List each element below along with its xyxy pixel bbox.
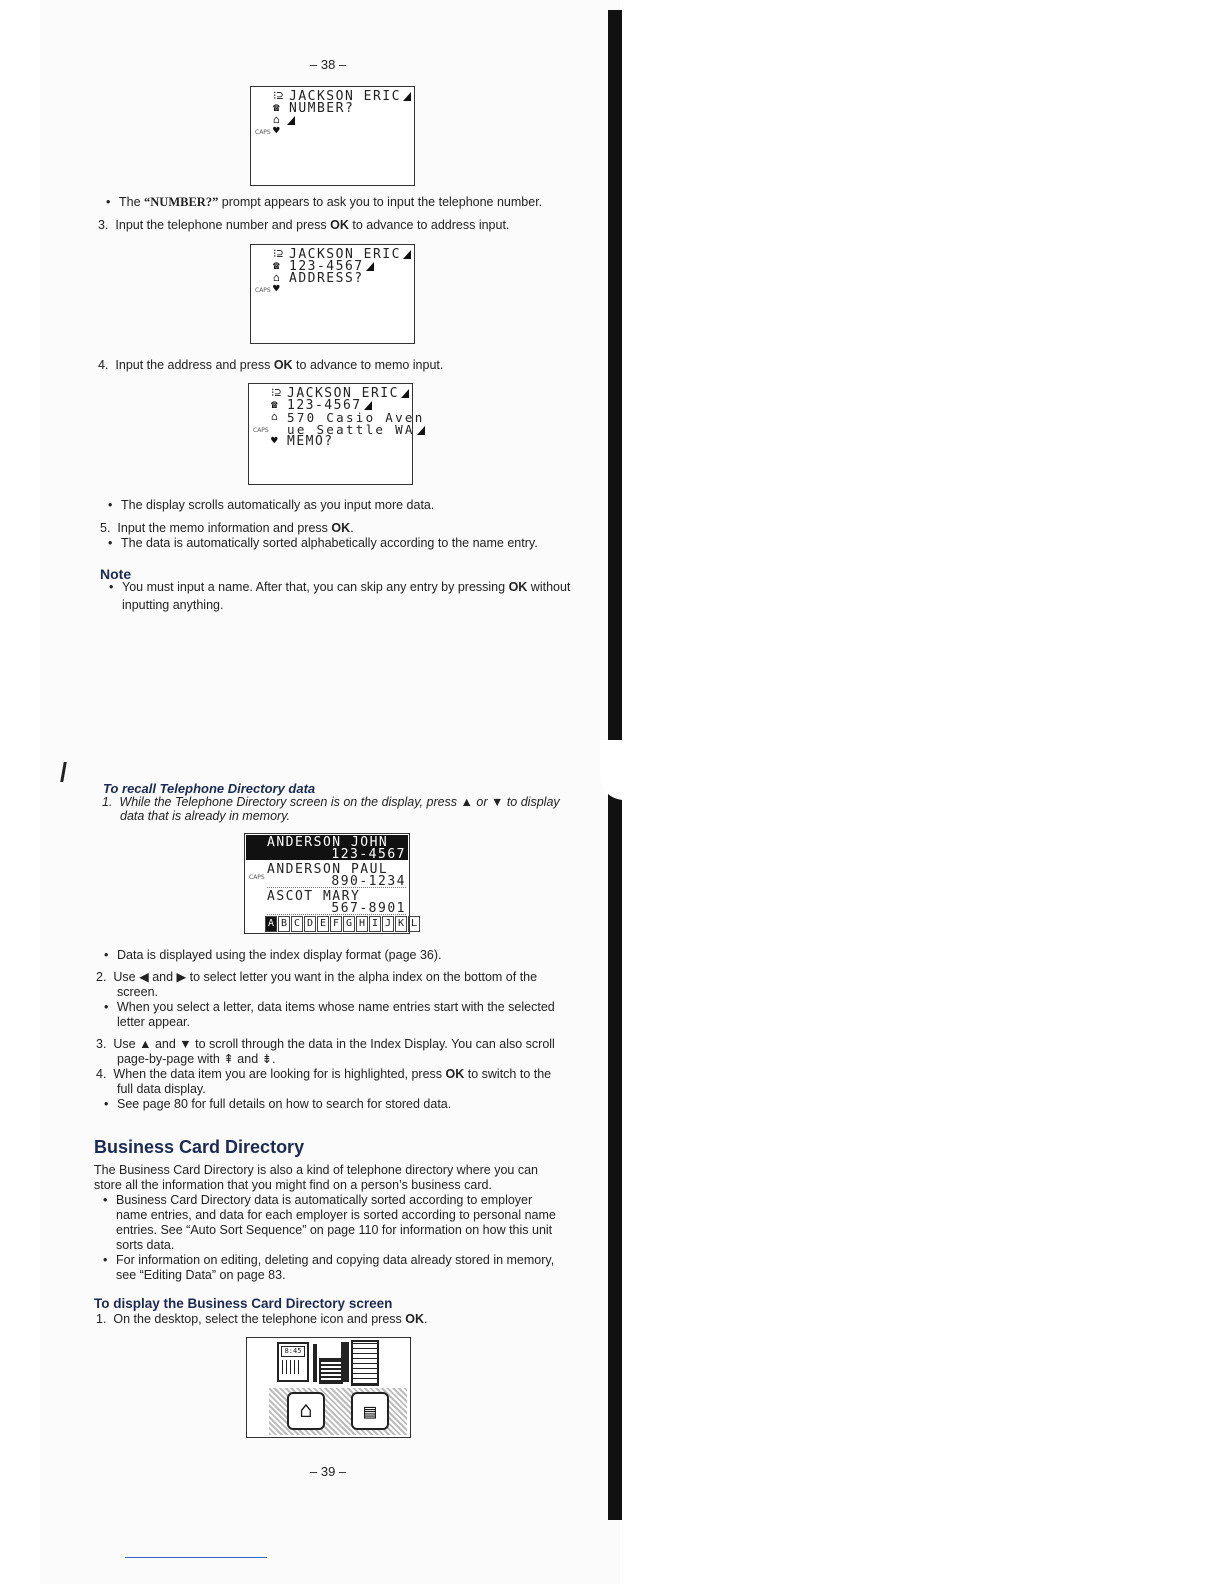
recall-step-1-line-2: data that is already in memory. [120,809,290,823]
index-row-2-number: 890-1234 [331,874,406,889]
recall-heading: To recall Telephone Directory data [103,781,316,796]
name-tag-icon: ⁝⊇ [273,89,284,102]
business-card-heading: Business Card Directory [94,1137,305,1157]
index-row-2-name: ANDERSON PAUL [267,862,389,877]
business-bullet-2-line-1: • For information on editing, deleting and copying data already stored in memory, [116,1253,554,1268]
index-row-1-number: 123-4567 [331,847,406,862]
clock-calendar-icon [277,1342,309,1382]
alpha-index-letter: C [291,916,303,932]
recall-step-4-line-2: full data display. [117,1082,206,1096]
step-5-text: 5. Input the memo information and press OK. [100,521,354,535]
bullet-see-page-80: • See page 80 for full details on how to search for stored data. [117,1097,451,1112]
recall-step-2: 2. Use ◀ and ▶ to select letter you want in the alpha index on the bottom of the [96,970,538,984]
business-intro-line-2: store all the information that you might find on a person’s business card. [94,1178,492,1192]
lcd-screen-address-prompt [250,244,415,344]
row-divider [267,887,406,888]
index-row-1-name: ANDERSON JOHN [267,835,389,850]
alpha-index-letter: A [265,916,277,932]
telephone-directory-icon[interactable] [319,1358,343,1384]
lcd-name-line: JACKSON ERIC [289,89,401,104]
alpha-index-letter: K [395,916,407,932]
alpha-index-letter: E [317,916,329,932]
lcd-address-line-2: ue Seattle WA [287,422,415,437]
entry-end-marker [417,426,425,435]
entry-end-marker [403,250,411,259]
lcd-number-line: 123-4567 [289,259,364,274]
business-intro-line-1: The Business Card Directory is also a kind of telephone directory where you can [94,1163,538,1177]
lcd-address-prompt: ADDRESS? [289,271,364,286]
business-step-1: 1. On the desktop, select the telephone icon and press OK. [96,1312,428,1326]
memo-icon: ♥ [271,434,278,447]
bullet-select-letter-line-2: letter appear. [117,1015,190,1029]
top-page-number: – 38 – [310,57,347,72]
alpha-index-letter: G [343,916,355,932]
step-4-text: 4. Input the address and press OK to advance to memo input. [98,358,444,372]
alpha-index-letter: F [330,916,342,932]
entry-end-marker [403,92,411,101]
business-bullet-1-line-4: sorts data. [116,1238,175,1252]
recall-step-3-line-2: page-by-page with ⇞ and ⇟. [117,1052,276,1066]
lcd-name-line: JACKSON ERIC [287,386,399,401]
caps-indicator: CAPS [255,129,271,136]
arrow-left-icon: ◀ [139,970,149,984]
caps-indicator: CAPS [249,874,265,881]
step-3-text: 3. Input the telephone number and press OK to advance to address input. [98,218,510,232]
footer-rule [125,1557,267,1558]
business-bullet-1-line-1: • Business Card Directory data is automatically sorted according to employer [116,1193,532,1208]
lcd-memo-prompt: MEMO? [287,434,334,449]
business-bullet-1-line-3: entries. See “Auto Sort Sequence” on page 110 for information on how this unit [116,1223,553,1237]
note-text-line-2: inputting anything. [122,598,224,612]
building-icon-bar [341,1342,349,1382]
arrow-down-icon: ▼ [179,1037,192,1051]
telephone-icon: ☎ [271,398,278,411]
page-up-icon: ⇞ [223,1052,234,1066]
recall-step-2-line-2: screen. [117,985,158,999]
memo-icon: ♥ [273,124,280,137]
alpha-index-bar [265,916,421,932]
house-icon: ⌂ [271,410,278,423]
bottom-page-number: – 39 – [310,1464,347,1479]
house-icon: ⌂ [273,271,280,284]
business-bullet-2-line-2: see “Editing Data” on page 83. [116,1268,286,1282]
alpha-index-letter: L [408,916,420,932]
arrow-down-icon: ▼ [490,795,504,809]
bar-chart-axis [313,1344,317,1382]
lcd-address-line-1: 570 Casio Aven [287,410,425,425]
business-bullet-1-line-2: name entries, and data for each employer is sorted according to personal name [116,1208,556,1222]
arrow-up-icon: ▲ [139,1037,152,1051]
entry-end-marker [366,262,374,271]
entry-end-marker [364,401,372,410]
caps-indicator: CAPS [253,427,269,434]
clock-readout: 8:45 [281,1346,305,1357]
lcd-desktop-screen [246,1337,411,1438]
name-tag-icon: ⁝⊇ [271,386,282,399]
alpha-index-letter: I [369,916,381,932]
bullet-display-scrolls: • The display scrolls automatically as you input more data. [121,498,434,513]
bullet-index-format: • Data is displayed using the index display format (page 36). [117,948,442,963]
house-icon: ⌂ [273,113,280,126]
entry-end-marker [287,116,295,125]
recall-step-4: 4. When the data item you are looking for is highlighted, press OK to switch to the [96,1067,552,1081]
bullet-select-letter: • When you select a letter, data items whose name entries start with the selected [117,1000,555,1015]
entry-end-marker [401,389,409,398]
memo-icon: ♥ [273,282,280,295]
alpha-index-letter: B [278,916,290,932]
page-down-icon: ⇟ [261,1052,273,1066]
building-icon[interactable] [351,1340,379,1386]
calendar-grid [282,1360,302,1374]
house-icon[interactable]: ⌂ [287,1392,325,1430]
note-text: • You must input a name. After that, you can skip any entry by pressing OK without [122,580,570,595]
telephone-icon: ☎ [273,259,280,272]
name-tag-icon: ⁝⊇ [273,247,284,260]
lcd-screen-number-prompt [250,86,415,186]
bullet-number-prompt: • The “NUMBER?” prompt appears to ask you to input the telephone number. [119,195,542,210]
telephone-icon: ☎ [273,101,280,114]
note-heading: Note [100,566,132,582]
lcd-screen-memo-prompt [248,383,425,485]
recall-step-3: 3. Use ▲ and ▼ to scroll through the data in the Index Display. You can also scroll [96,1037,555,1051]
lcd-number-line: 123-4567 [287,398,362,413]
row-divider [267,914,406,915]
lcd-number-prompt: NUMBER? [289,101,355,116]
alpha-index-letter: J [382,916,394,932]
bullet-data-sorted: • The data is automatically sorted alphabetically according to the name entry. [121,536,538,551]
index-row-3-name: ASCOT MARY [267,889,361,904]
index-row-3-number: 567-8901 [331,901,406,916]
caps-indicator: CAPS [255,287,271,294]
alpha-index-letter: H [356,916,368,932]
alpha-index-letter: D [304,916,316,932]
lcd-index-display [244,833,418,934]
arrow-up-icon: ▲ [460,795,473,809]
arrow-right-icon: ▶ [176,970,187,984]
recall-step-1: 1. While the Telephone Directory screen is on the display, press ▲ or ▼ to display [102,795,560,809]
memo-icon[interactable]: ▤ [351,1392,389,1430]
lcd-name-line: JACKSON ERIC [289,247,401,262]
display-business-card-heading: To display the Business Card Directory screen [94,1296,393,1311]
